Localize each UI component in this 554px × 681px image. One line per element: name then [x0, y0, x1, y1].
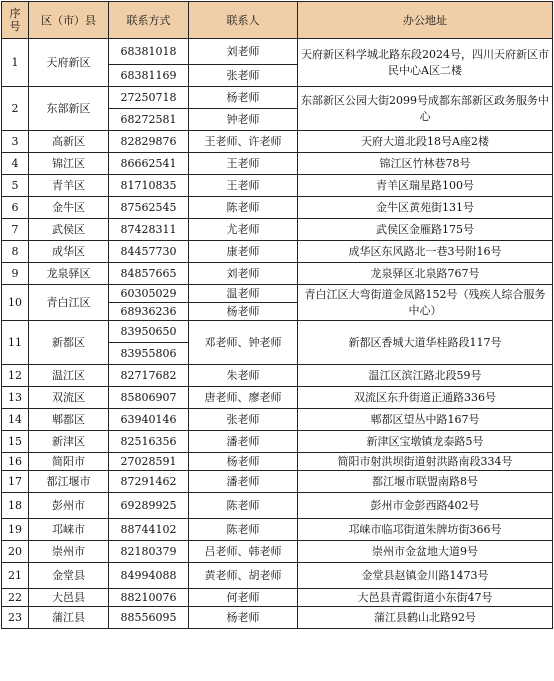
cell-district: 温江区	[29, 365, 109, 387]
table-row	[2, 409, 553, 431]
cell-address: 新都区香城大道华桂路段117号	[298, 321, 553, 365]
cell-seq: 9	[2, 263, 29, 285]
cell-district: 龙泉驿区	[29, 263, 109, 285]
cell-contact: 刘老师	[189, 263, 298, 285]
cell-district: 青羊区	[29, 175, 109, 197]
cell-seq: 7	[2, 219, 29, 241]
cell-address: 青羊区瑞星路100号	[298, 175, 553, 197]
table-row	[2, 241, 553, 263]
cell-phone: 68272581	[109, 109, 189, 131]
cell-seq: 19	[2, 519, 29, 541]
cell-contact: 王老师、许老师	[189, 131, 298, 153]
table-row	[2, 519, 553, 541]
cell-contact: 邓老师、钟老师	[189, 321, 298, 365]
cell-phone: 60305029	[109, 285, 189, 303]
table-row	[2, 87, 553, 109]
cell-phone: 83950650	[109, 321, 189, 343]
cell-phone: 68381169	[109, 65, 189, 87]
cell-district: 青白江区	[29, 285, 109, 321]
cell-address: 锦江区竹林巷78号	[298, 153, 553, 175]
cell-contact: 尤老师	[189, 219, 298, 241]
table-row	[2, 365, 553, 387]
cell-contact: 钟老师	[189, 109, 298, 131]
cell-address: 蒲江县鹤山北路92号	[298, 607, 553, 629]
cell-phone: 82829876	[109, 131, 189, 153]
cell-seq: 12	[2, 365, 29, 387]
cell-seq: 14	[2, 409, 29, 431]
cell-district: 武侯区	[29, 219, 109, 241]
cell-phone: 68936236	[109, 303, 189, 321]
cell-district: 简阳市	[29, 453, 109, 471]
cell-phone: 88210076	[109, 589, 189, 607]
cell-contact: 陈老师	[189, 519, 298, 541]
cell-address: 天府新区科学城北路东段2024号，四川天府新区市民中心A区二楼	[298, 39, 553, 87]
cell-contact: 杨老师	[189, 303, 298, 321]
cell-phone: 82180379	[109, 541, 189, 563]
cell-phone: 88744102	[109, 519, 189, 541]
table-row	[2, 197, 553, 219]
cell-seq: 17	[2, 471, 29, 493]
cell-address: 成华区东风路北一巷3号附16号	[298, 241, 553, 263]
cell-seq: 22	[2, 589, 29, 607]
cell-seq: 6	[2, 197, 29, 219]
header-phone: 联系方式	[109, 2, 189, 39]
cell-address: 金牛区黄苑街131号	[298, 197, 553, 219]
cell-address: 天府大道北段18号A座2楼	[298, 131, 553, 153]
table-row	[2, 131, 553, 153]
cell-address: 新津区宝墩镇龙泰路5号	[298, 431, 553, 453]
cell-contact: 朱老师	[189, 365, 298, 387]
cell-seq: 15	[2, 431, 29, 453]
header-address: 办公地址	[298, 2, 553, 39]
cell-address: 金堂县赵镇金川路1473号	[298, 563, 553, 589]
cell-phone: 68381018	[109, 39, 189, 65]
cell-contact: 黄老师、胡老师	[189, 563, 298, 589]
cell-district: 成华区	[29, 241, 109, 263]
table-row	[2, 431, 553, 453]
cell-phone: 82717682	[109, 365, 189, 387]
cell-phone: 27250718	[109, 87, 189, 109]
cell-address: 武侯区金雁路175号	[298, 219, 553, 241]
cell-contact: 王老师	[189, 153, 298, 175]
cell-seq: 2	[2, 87, 29, 131]
cell-address: 都江堰市联盟南路8号	[298, 471, 553, 493]
cell-address: 彭州市金彭西路402号	[298, 493, 553, 519]
cell-phone: 63940146	[109, 409, 189, 431]
cell-district: 新都区	[29, 321, 109, 365]
cell-district: 彭州市	[29, 493, 109, 519]
cell-district: 郫都区	[29, 409, 109, 431]
table-body	[2, 39, 553, 629]
cell-seq: 8	[2, 241, 29, 263]
cell-phone: 83955806	[109, 343, 189, 365]
table-row	[2, 175, 553, 197]
cell-district: 邛崃市	[29, 519, 109, 541]
table-row	[2, 493, 553, 519]
table-row	[2, 153, 553, 175]
header-row	[2, 2, 553, 39]
cell-phone: 84457730	[109, 241, 189, 263]
cell-contact: 潘老师	[189, 471, 298, 493]
cell-district: 金牛区	[29, 197, 109, 219]
cell-phone: 82516356	[109, 431, 189, 453]
cell-district: 东部新区	[29, 87, 109, 131]
cell-seq: 10	[2, 285, 29, 321]
cell-address: 东部新区公园大街2099号成都东部新区政务服务中心	[298, 87, 553, 131]
cell-seq: 16	[2, 453, 29, 471]
cell-contact: 王老师	[189, 175, 298, 197]
cell-contact: 康老师	[189, 241, 298, 263]
cell-phone: 27028591	[109, 453, 189, 471]
cell-contact: 杨老师	[189, 87, 298, 109]
cell-phone: 87562545	[109, 197, 189, 219]
cell-district: 蒲江县	[29, 607, 109, 629]
cell-phone: 85806907	[109, 387, 189, 409]
cell-seq: 4	[2, 153, 29, 175]
cell-contact: 潘老师	[189, 431, 298, 453]
cell-address: 郫都区望丛中路167号	[298, 409, 553, 431]
table-row	[2, 453, 553, 471]
cell-district: 崇州市	[29, 541, 109, 563]
cell-contact: 杨老师	[189, 453, 298, 471]
cell-contact: 陈老师	[189, 197, 298, 219]
cell-district: 金堂县	[29, 563, 109, 589]
table-row	[2, 563, 553, 589]
cell-district: 新津区	[29, 431, 109, 453]
cell-address: 崇州市金盆地大道9号	[298, 541, 553, 563]
cell-phone: 69289925	[109, 493, 189, 519]
cell-seq: 5	[2, 175, 29, 197]
cell-phone: 86662541	[109, 153, 189, 175]
cell-contact: 陈老师	[189, 493, 298, 519]
cell-phone: 84994088	[109, 563, 189, 589]
table-header	[2, 2, 553, 39]
table-row	[2, 321, 553, 343]
cell-district: 双流区	[29, 387, 109, 409]
cell-contact: 张老师	[189, 65, 298, 87]
cell-phone: 88556095	[109, 607, 189, 629]
cell-seq: 23	[2, 607, 29, 629]
header-seq: 序号	[2, 2, 29, 39]
table-row	[2, 387, 553, 409]
cell-district: 天府新区	[29, 39, 109, 87]
cell-district: 都江堰市	[29, 471, 109, 493]
cell-contact: 杨老师	[189, 607, 298, 629]
cell-district: 大邑县	[29, 589, 109, 607]
header-contact: 联系人	[189, 2, 298, 39]
cell-contact: 温老师	[189, 285, 298, 303]
header-district: 区（市）县	[29, 2, 109, 39]
cell-address: 大邑县青霞街道小东街47号	[298, 589, 553, 607]
cell-address: 邛崃市临邛街道朱牌坊街366号	[298, 519, 553, 541]
cell-seq: 18	[2, 493, 29, 519]
cell-contact: 刘老师	[189, 39, 298, 65]
cell-seq: 20	[2, 541, 29, 563]
cell-contact: 唐老师、廖老师	[189, 387, 298, 409]
cell-phone: 87291462	[109, 471, 189, 493]
contact-table	[1, 1, 553, 629]
cell-address: 双流区东升街道正通路336号	[298, 387, 553, 409]
cell-seq: 21	[2, 563, 29, 589]
cell-district: 高新区	[29, 131, 109, 153]
cell-address: 龙泉驿区北泉路767号	[298, 263, 553, 285]
cell-contact: 吕老师、韩老师	[189, 541, 298, 563]
table-row	[2, 607, 553, 629]
cell-phone: 87428311	[109, 219, 189, 241]
cell-seq: 11	[2, 321, 29, 365]
table-row	[2, 285, 553, 303]
cell-address: 青白江区大弯街道金凤路152号（残疾人综合服务中心）	[298, 285, 553, 321]
cell-seq: 13	[2, 387, 29, 409]
cell-address: 温江区滨江路北段59号	[298, 365, 553, 387]
cell-phone: 84857665	[109, 263, 189, 285]
table-row	[2, 471, 553, 493]
table-row	[2, 541, 553, 563]
cell-district: 锦江区	[29, 153, 109, 175]
cell-contact: 何老师	[189, 589, 298, 607]
cell-seq: 1	[2, 39, 29, 87]
table-row	[2, 589, 553, 607]
cell-address: 简阳市射洪坝街道射洪路南段334号	[298, 453, 553, 471]
table-row	[2, 219, 553, 241]
cell-phone: 81710835	[109, 175, 189, 197]
table-row	[2, 39, 553, 65]
cell-seq: 3	[2, 131, 29, 153]
table-row	[2, 263, 553, 285]
cell-contact: 张老师	[189, 409, 298, 431]
